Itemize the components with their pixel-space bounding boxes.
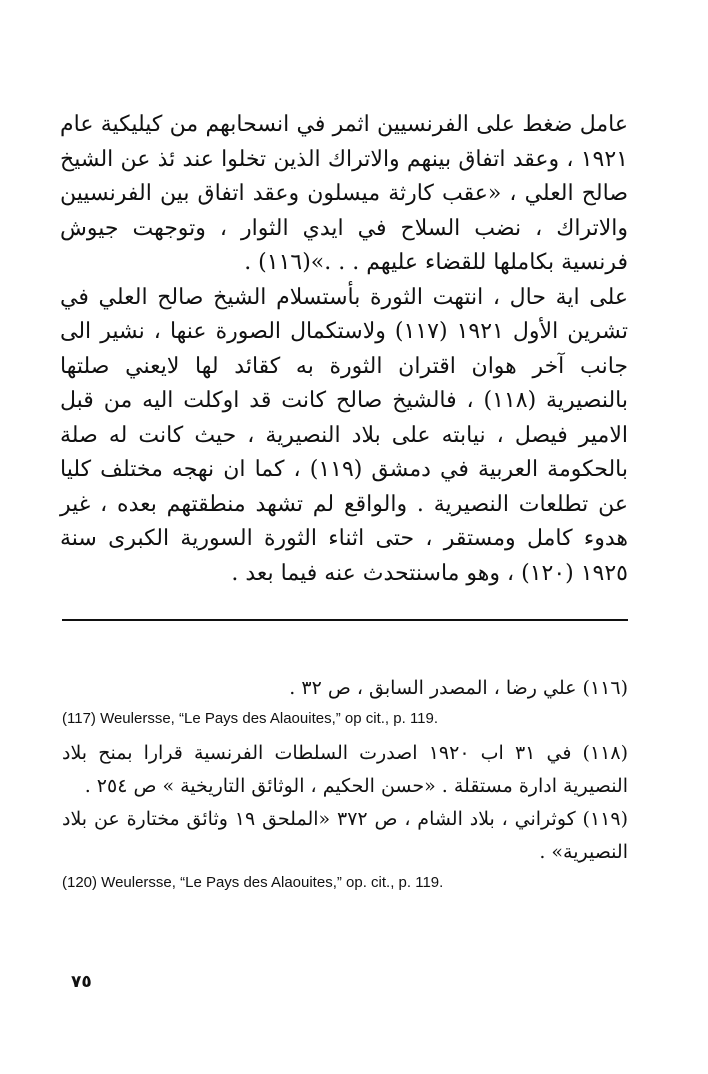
page-number: ٧٥ [71,972,92,992]
main-text [60,108,628,591]
footnote-divider [62,619,628,621]
footnote-117: (117) Weulersse, “Le Pays des Alaouites,” op cit., p. 119. [62,710,439,727]
paragraph-1: عامل ضغط على الفرنسيين اثمر في انسحابهم من كيليكية عام ١٩٢١ ، وعقد اتفاق بينهم والاتراك الذين تخلوا عند ئذ عن الشيخ صالح العلي ، «عقب كارثة ميسلون وعقد اتفاق بين الفرنسيين والاتراك ، نضب السلاح في ايدي الثوار ، وتوجهت جيوش فرنسية بكاملها للقضاء عليهم . . .»(١١٦) . [60,112,628,275]
paragraph-2: على اية حال ، انتهت الثورة بأستسلام الشيخ صالح العلي في تشرين الأول ١٩٢١ (١١٧) ولاستكمال الصورة عنها ، نشير الى جانب آخر هوان اقتران الثورة به كقائد لها لايعني صلتها بالنصيرية (١١٨) ، فالشيخ صالح كانت قد اوكلت اليه من قبل الامير فيصل ، نيابته على بلاد النصيرية ، حيث كانت له صلة بالحكومة العربية في دمشق (١١٩) ، كما ان نهجه مختلف كليا عن تطلعات النصيرية . والواقع لم تشهد منطقتهم بعده ، غير هدوء كامل ومستقر ، حتى اثناء الثورة السورية الكبرى سنة ١٩٢٥ (١٢٠) ، وهو ماسنتحدث عنه فيما بعد . [60,284,629,586]
footnote-120: (120) Weulersse, “Le Pays des Alaouites,” op. cit., p. 119. [62,874,444,891]
footnote-116: (١١٦) علي رضا ، المصدر السابق ، ص ٣٢ . [289,677,628,699]
footnote-118: (١١٨) في ٣١ اب ١٩٢٠ اصدرت السلطات الفرنسية قرارا بمنح بلاد النصيرية ادارة مستقلة . «حسن الحكيم ، الوثائق التاريخية » ص ٢٥٤ . [62,742,628,797]
footnote-119: (١١٩) كوثراني ، بلاد الشام ، ص ٣٧٢ «الملحق ١٩ وثائق مختارة عن بلاد النصيرية» . [62,808,629,863]
footnotes-section [62,672,628,901]
